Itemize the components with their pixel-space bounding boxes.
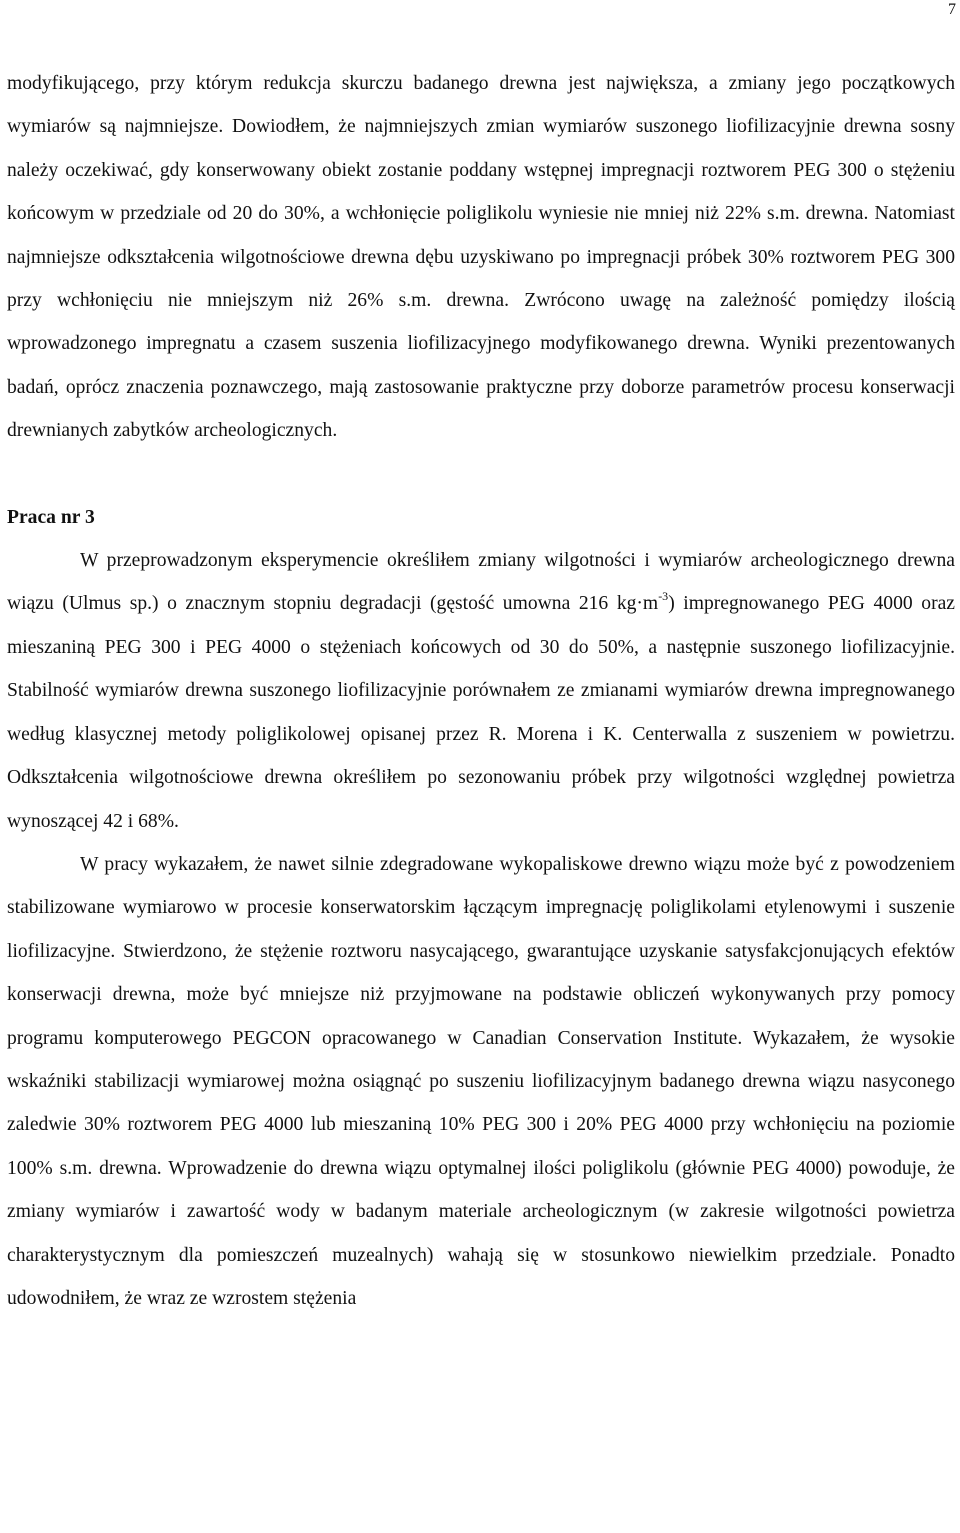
paragraph-continuation: modyfikującego, przy którym redukcja skurczu badanego drewna jest największa, a zmiany jego początkowych wymiarów są najmniejsze. Dowiodłem, że najmniejszych zmian wymiarów suszonego liofilizacyjnie drewna sosny należy oczekiwać, gdy konserwowany obiekt zostanie poddany wstępnej impregnacji roztworem PEG 300 o stężeniu końcowym w przedziale od 20 do 30%, a wchłonięcie poliglikolu wyniesie nie mniej niż 22% s.m. drewna. Natomiast najmniejsze odkształcenia wilgotnościowe drewna dębu uzyskiwano po impregnacji próbek 30% roztworem PEG 300 przy wchłonięciu nie mniejszym niż 26% s.m. drewna. Zwrócono uwagę na zależność pomiędzy ilością wprowadzonego impregnatu a czasem suszenia liofilizacyjnego modyfikowanego drewna. Wyniki prezentowanych badań, oprócz znaczenia poznawczego, mają zastosowanie praktyczne przy doborze parametrów procesu konserwacji drewnianych zabytków archeologicznych. <box>7 73 955 442</box>
document-body <box>7 62 955 1320</box>
paragraph-experiment-text-start: W przeprowadzonym eksperymencie określiłem zmiany wilgotności i wymiarów archeologicznego drewna wiązu (Ulmus sp.) o znacznym stopniu degradacji (gęstość umowna 216 kg·m <box>7 550 955 615</box>
page-number: 7 <box>948 1 956 18</box>
paragraph-experiment-text-end: ) impregnowanego PEG 4000 oraz mieszaniną PEG 300 i PEG 4000 o stężeniach końcowych od 30 do 50%, a następnie suszonego liofilizacyjnie. Stabilność wymiarów drewna suszonego liofilizacyjnie porównałem ze zmianami wymiarów drewna impregnowanego według klasycznej metody poliglikolowej opisanej przez R. Morena i K. Centerwalla z suszeniem w powietrzu. Odkształcenia wilgotnościowe drewna określiłem po sezonowaniu próbek przy wilgotności względnej powietrza wynoszącej 42 i 68%. <box>7 593 955 832</box>
paragraph-experiment <box>7 539 955 843</box>
density-unit-exponent: -3 <box>658 589 669 604</box>
paragraph-results: W pracy wykazałem, że nawet silnie zdegradowane wykopaliskowe drewno wiązu może być z powodzeniem stabilizowane wymiarowo w procesie konserwatorskim łączącym impregnację poliglikolami etylenowymi i suszenie liofilizacyjne. Stwierdzono, że stężenie roztworu nasycającego, gwarantujące uzyskanie satysfakcjonujących efektów konserwacji drewna, może być mniejsze niż przyjmowane na podstawie obliczeń wykonywanych przy pomocy programu komputerowego PEGCON opracowanego w Canadian Conservation Institute. Wykazałem, że wysokie wskaźniki stabilizacji wymiarowej można osiągnąć po suszeniu liofilizacyjnym badanego drewna wiązu nasyconego zaledwie 30% roztworem PEG 4000 lub mieszaniną 10% PEG 300 i 20% PEG 4000 przy wchłonięciu na poziomie 100% s.m. drewna. Wprowadzenie do drewna wiązu optymalnej ilości poliglikolu (głównie PEG 4000) powoduje, że zmiany wymiarów i zawartość wody w badanym materiale archeologicznym (w zakresie wilgotności powietrza charakterystycznym dla pomieszczeń muzealnych) wahają się w stosunkowo niewielkim przedziale. Ponadto udowodniłem, że wraz ze wzrostem stężenia <box>7 853 955 1309</box>
section-heading: Praca nr 3 <box>7 506 95 528</box>
